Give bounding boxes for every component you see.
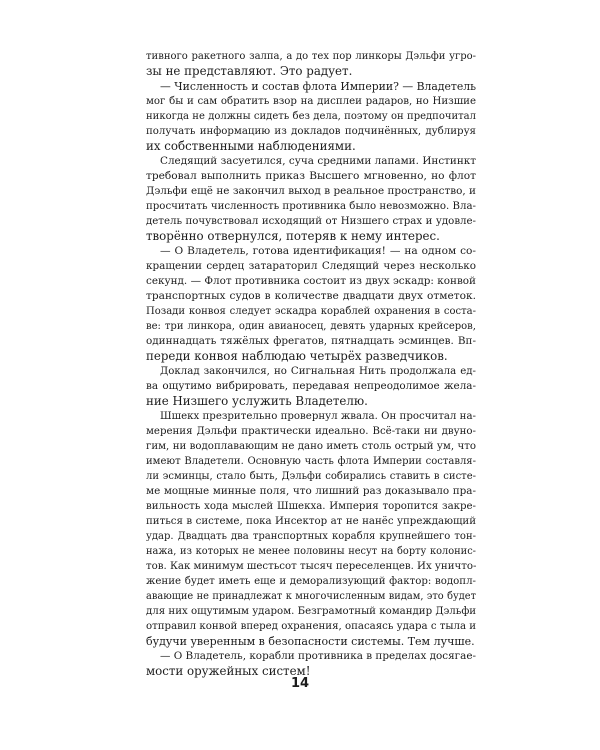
text-line: авающие не принадлежат к многочисленным видам, это будет [146,591,476,602]
text-line: транспортных судов в количестве двадцати двух отметок. [146,290,476,302]
text-line: имеют Владетели. Основную часть флота Империи составля- [146,456,476,467]
text-line: нажа, из которых не менее половины несут на борту колонис- [146,546,476,557]
text-line: для них ощутимым ударом. Безграмотный командир Дэльфи [146,606,477,617]
text-line: Дэльфи ещё не закончил выход в реальное пространство, и [146,185,476,197]
text-line: просчитать численность противника было невозможно. Вла- [146,201,476,212]
text-line: требовал выполнить приказ Высшего мгновенно, но флот [146,170,476,182]
text-line: тов. Как минимум шестьсот тысяч переселенцев. Их уничто- [146,561,477,572]
text-line: ме мощные минные поля, что лишний раз доказывало пра- [146,485,476,497]
text-line: тивного ракетного залпа, а до тех пор линкоры Дэльфи угро- [146,51,476,62]
text-line: вильность хода мыслей Шшекха. Империя торопится закре- [146,501,476,512]
text-line: кращении сердец затараторил Следящий через несколько [146,260,476,272]
body-text [146,49,476,679]
text-line: творённо отвернулся, потеряв к нему интерес. [146,229,440,243]
text-line: ве: три линкора, один авианосец, девять ударных крейсеров, [146,321,476,332]
text-line: никогда не должны сидеть без дела, поэтому он предпочитал [146,111,476,122]
text-line: отправил конвой вперед охранения, опасаясь удара с тыла и [146,621,477,632]
text-line: детель почувствовал исходящий от Низшего страх и удовле- [146,216,476,227]
text-line: Шшекх презрительно провернул жвала. Он просчитал на- [160,411,476,422]
text-line: гим, ни водоплавающим не дано иметь столь острый ум, что [146,441,476,452]
text-line: получать информацию из докладов подчинённых, дублируя [146,126,476,137]
text-line: одиннадцать тяжёлых фрегатов, пятнадцать эсминцев. Вп- [146,335,476,347]
text-line: питься в системе, пока Инсектор ат не нанёс упреждающий [146,516,476,527]
text-line: мог бы и сам обратить взор на дисплеи радаров, но Низшие [146,96,476,107]
text-line: — Численность и состав флота Империи? — Владетель [160,80,476,93]
text-line: мости оружейных систем! [146,664,311,678]
text-line: их собственными наблюдениями. [146,139,356,153]
text-line: зы не представляют. Это радует. [146,64,353,78]
page-number: 14 [290,676,310,691]
text-line: Доклад закончился, но Сигнальная Нить продолжала ед- [160,366,476,377]
text-line: ва ощутимо вибрировать, передавая непреодолимое жела- [146,380,476,392]
text-line: переди конвоя наблюдаю четырёх разведчиков. [146,349,448,363]
text-line: ние Низшего услужить Владетелю. [146,394,368,408]
text-line: удар. Двадцать два транспортных корабля крупнейшего тон- [146,531,476,542]
text-line: Позади конвоя следует эскадра кораблей охранения в соста- [146,306,476,317]
text-line: — О Владетель, готова идентификация! — на одном со- [160,245,476,257]
text-line: секунд. — Флот противника состоит из двух эскадр: конвой [146,275,476,287]
text-line: мерения Дэльфи практически идеально. Всё-таки ни двуно- [146,426,476,437]
text-line: будучи уверенным в безопасности системы. Тем лучше. [146,635,475,648]
text-line: жение будет иметь еще и деморализующий фактор: водопл- [146,576,476,587]
text-line: — О Владетель, корабли противника в пределах досягае- [160,650,476,662]
text-line: ли эсминцы, стало быть, Дэльфи собирались ставить в систе- [146,471,476,482]
text-line: Следящий засуетился, суча средними лапами. Инстинкт [160,155,476,167]
